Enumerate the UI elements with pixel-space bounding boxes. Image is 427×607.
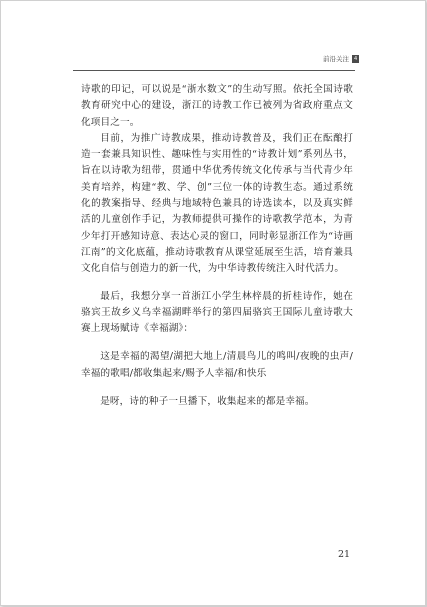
paragraph-continuation: 诗歌的印记，可以说是“浙水数文”的生动写照。依托全国诗歌教育研究中心的建设，浙江的诗教工作已被列为省政府重点文化项目之一。 [81, 84, 353, 128]
section-title: 前沿关注 [323, 55, 349, 63]
closing-sentence: 是呀，诗的种子一旦播下，收集起来的都是幸福。 [100, 396, 315, 408]
poem-text: 这是幸福的渴望/湖把大地上/清晨鸟儿的鸣叫/夜晚的虫声/幸福的歌唱/都收集起来/赐予人幸福/和快乐 [81, 351, 353, 379]
paragraph-poetry-plan: 目前，为推广诗教成果，推动诗教普及，我们正在酝酿打造一套兼具知识性、趣味性与实用性的“诗教计划”系列丛书，旨在以诗歌为纽带，贯通中华优秀传统文化传承与当代青少年美育培养，构建“教、学、创”三位一体的诗教生态。通过系统化的教案指导、经典与地域特色兼具的诗选读本，以及真实鲜活的儿童创作手记，为教师提供可操作的诗歌教学范本，为青少年打开感知诗意、表达心灵的窗口，同时彰显浙江作为“诗画江南”的文化底蕴，推动诗歌教育从课堂延展至生活，培育兼具文化自信与创造力的新一代，为中华诗教传统注入时代活力。 [81, 132, 353, 275]
header-divider [73, 70, 355, 71]
page-number: 21 [338, 549, 351, 560]
paragraph-closing-intro: 最后，我想分享一首浙江小学生林梓晨的折桂诗作，她在骆宾王故乡义乌幸福湖畔举行的第四届骆宾王国际儿童诗歌大赛上现场赋诗《幸福湖》： [81, 290, 353, 335]
section-badge-icon: 4 [354, 55, 358, 62]
running-header [323, 54, 359, 63]
article-body [81, 82, 353, 410]
